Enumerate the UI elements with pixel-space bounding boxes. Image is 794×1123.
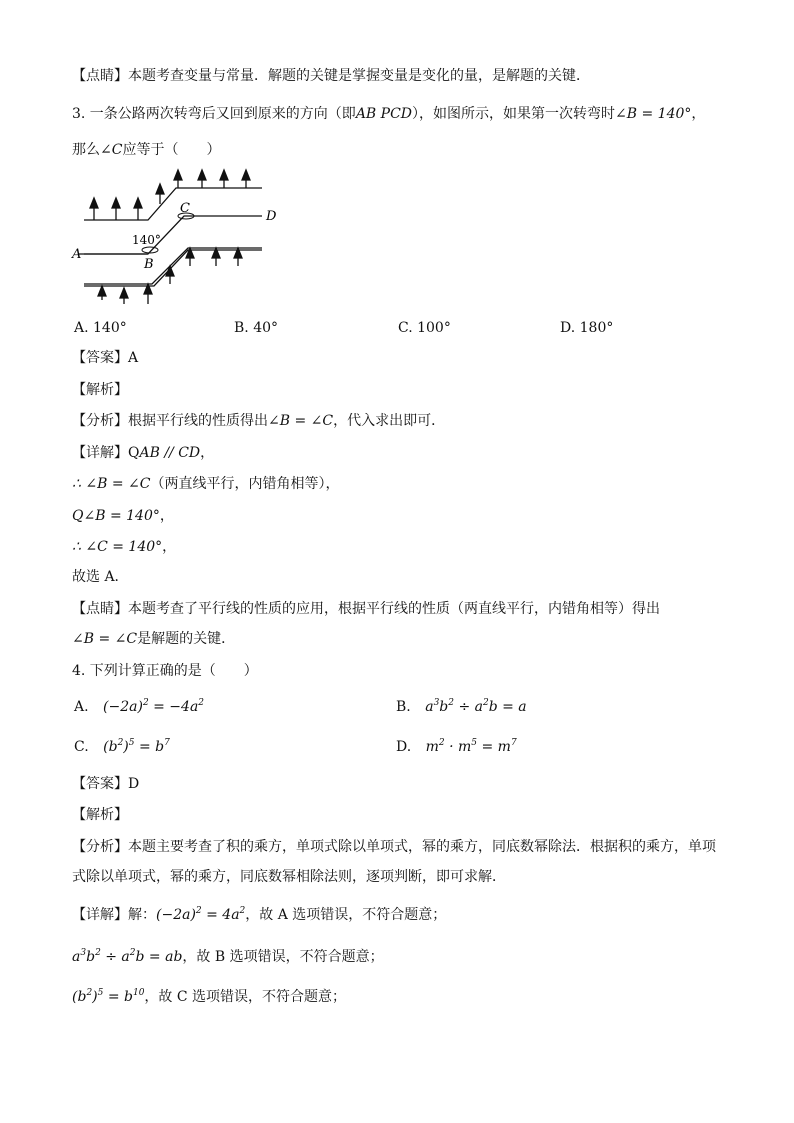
q3-math-parallel: AB PCD <box>355 106 413 122</box>
step-3 <box>72 537 176 557</box>
dianjing3b: 是解题的关键． <box>137 631 236 647</box>
step2-math: Q∠B = 140° <box>72 508 160 524</box>
remark-line: 【点睛】本题考查变量与常量．解题的关键是掌握变量是变化的量，是解题的关键． <box>72 68 590 84</box>
label-a: A <box>72 247 82 262</box>
detail-4-formula: $(-2a)^2 = 4a^2$ <box>156 906 246 923</box>
q3-option-d: D. 180° <box>560 320 614 336</box>
q3-text-3: ， <box>691 106 706 122</box>
step-4: 故选 A． <box>72 569 129 585</box>
detail-4-b-text: ，故 B 选项错误，不符合题意； <box>182 949 384 965</box>
analysis-heading-4: 【解析】 <box>72 807 128 823</box>
detail-3 <box>72 443 214 463</box>
remark-3-line2 <box>72 629 235 649</box>
q4-b-label: B. <box>396 699 411 715</box>
analysis-3 <box>72 411 445 431</box>
question-3-stem-line2 <box>72 140 220 160</box>
q3-math-angle-b: ∠B = 140° <box>615 106 692 122</box>
step3-text: ， <box>162 539 177 555</box>
detail-4-b <box>72 947 384 967</box>
label-c: C <box>180 201 190 216</box>
q4-option-a <box>74 697 204 717</box>
q4-b-formula: $a^3b^2 \div a^2b = a$ <box>425 698 527 715</box>
fenxi3a: 【分析】根据平行线的性质得出 <box>72 413 268 429</box>
q4-d-formula: $m^2 \cdot m^5 = m^7$ <box>425 738 517 755</box>
answer-4: 【答案】D <box>72 776 140 792</box>
label-b: B <box>144 257 154 272</box>
xiangjie4: 【详解】解： <box>72 907 156 923</box>
q4-option-b <box>396 697 527 717</box>
q4-a-label: A. <box>74 699 89 715</box>
q4-option-c <box>74 737 170 757</box>
detail-4-b-formula: $a^3b^2 \div a^2b$ = ab <box>72 948 183 965</box>
detail-4-c <box>72 987 346 1007</box>
q3-math-angle-c: ∠C <box>100 142 123 158</box>
dianjing3-math: ∠B = ∠C <box>72 631 138 647</box>
road-diagram <box>70 168 280 310</box>
fenxi3b: ，代入求出即可． <box>333 413 446 429</box>
step2-text: ， <box>159 508 174 524</box>
fenxi3-math: ∠B = ∠C <box>268 413 334 429</box>
q4-option-d <box>396 737 517 757</box>
q4-a-formula: $(-2a)^2 = -4a^2$ <box>103 698 205 715</box>
q3-option-c: C. 100° <box>398 320 451 336</box>
label-d: D <box>266 209 277 224</box>
analysis-4-line2: 式除以单项式，幂的乘方，同底数幂相除法则，逐项判断，即可求解． <box>72 869 506 885</box>
answer-3: 【答案】A <box>72 350 139 366</box>
question-4-stem: 4. 下列计算正确的是（ ） <box>72 663 258 679</box>
step1-math: ∴ ∠B = ∠C <box>72 476 151 492</box>
q4-c-formula: $(b^2)^5 = b^7$ <box>103 738 170 755</box>
analysis-4: 【分析】本题主要考查了积的乘方，单项式除以单项式，幂的乘方，同底数幂除法．根据积的乘方，单项 <box>72 839 716 855</box>
detail-4-c-text: ，故 C 选项错误，不符合题意； <box>144 989 347 1005</box>
question-3-stem <box>72 104 705 124</box>
angle-label: 140° <box>132 233 161 247</box>
step1-text: （两直线平行，内错角相等）， <box>150 476 340 492</box>
step-1 <box>72 474 339 494</box>
q3-text: 3. 一条公路两次转弯后又回到原来的方向（即 <box>72 106 356 122</box>
step3-math: ∴ ∠C = 140° <box>72 539 163 555</box>
q4-c-label: C. <box>74 739 89 755</box>
xiangjie3-math: AB // CD <box>139 445 201 461</box>
remark-3: 【点睛】本题考查了平行线的性质的应用，根据平行线的性质（两直线平行，内错角相等）得出 <box>72 601 660 617</box>
xiangjie3b: ， <box>200 445 215 461</box>
q3-line2b: 应等于（ ） <box>122 142 221 158</box>
detail-4 <box>72 905 446 925</box>
xiangjie4-text: ，故 A 选项错误，不符合题意； <box>245 907 447 923</box>
q3-option-b: B. 40° <box>234 320 279 336</box>
step-2 <box>72 506 174 526</box>
q3-option-a: A. 140° <box>74 320 127 336</box>
detail-4-c-formula: $(b^2)^5 = b^{10}$ <box>72 988 145 1005</box>
q3-line2a: 那么 <box>72 142 100 158</box>
analysis-heading-3: 【解析】 <box>72 382 128 398</box>
q3-text-2: ），如图所示，如果第一次转弯时 <box>412 106 616 122</box>
xiangjie3a: 【详解】Q <box>72 445 140 461</box>
q4-d-label: D. <box>396 739 412 755</box>
